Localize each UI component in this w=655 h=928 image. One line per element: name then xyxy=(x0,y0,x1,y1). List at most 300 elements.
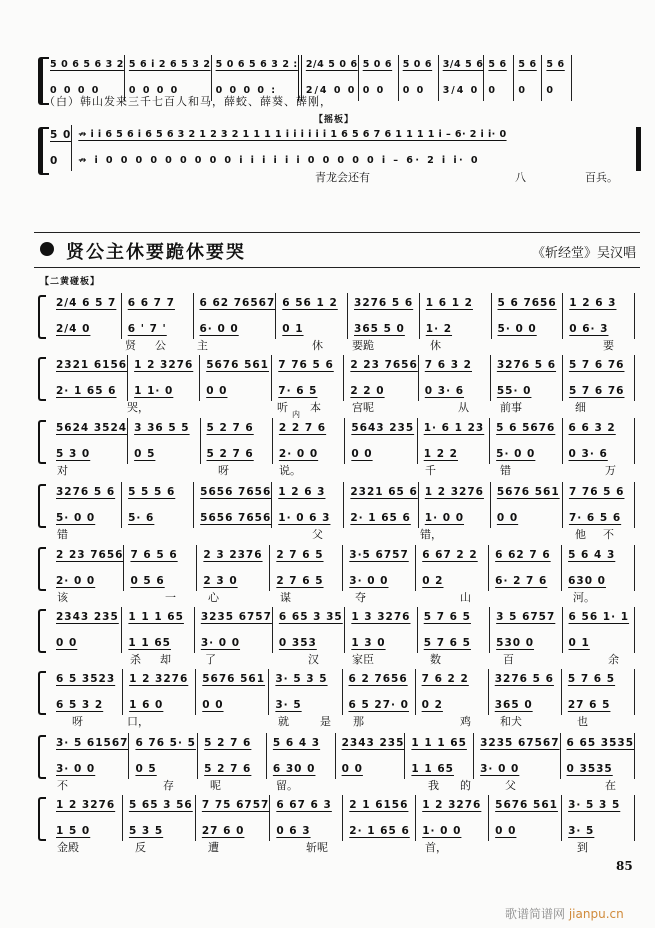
lower-voice: 0 0 xyxy=(351,448,373,460)
measure xyxy=(50,355,128,401)
upper-voice: 3235 67567 xyxy=(480,737,560,749)
upper-voice: 2321 65 6 xyxy=(350,486,418,498)
upper-voice: 3276 5 6 xyxy=(354,297,414,309)
upper-voice: 6 67 6 3 xyxy=(276,799,332,811)
lower-voice: 3· 0 0 xyxy=(56,763,96,775)
lower-voice: 27 6 5 xyxy=(567,699,611,711)
measure xyxy=(343,669,416,715)
upper-voice: 5 7 6 76 xyxy=(568,359,625,371)
measure xyxy=(267,733,336,779)
lyric: 却 xyxy=(160,653,171,666)
lower-voice: 0 3535 xyxy=(566,763,613,775)
upper-voice: 5 0 xyxy=(50,129,72,141)
lyric: 数 xyxy=(430,653,441,666)
upper-voice: 5 0 6 xyxy=(362,59,393,70)
upper-voice: 7 6 5 6 xyxy=(130,549,178,561)
lower-voice: 1 1· 0 xyxy=(134,385,174,397)
score-system xyxy=(0,795,655,855)
lyric: 首， xyxy=(425,841,447,854)
lyric: 山 xyxy=(460,591,471,604)
lyric: 父 xyxy=(505,779,516,792)
upper-voice: ↛ i i 6 5 6 i 6 5 6 3 2 1 2 3 2 1 1 1 1 i i i i i i 1 6 5 6 7 6 1 1 1 1 i – 6· 2 i i· 0 xyxy=(78,129,507,140)
measure xyxy=(491,482,563,528)
lyric: 万 xyxy=(605,464,616,477)
system-brace xyxy=(38,547,46,591)
lower-voice: 0 xyxy=(518,85,528,96)
lower-voice: 530 0 xyxy=(496,637,535,649)
upper-voice: 5 0 6 xyxy=(402,59,433,70)
lower-voice: 1· 0 0 xyxy=(424,512,465,524)
lyric: 错， xyxy=(420,528,442,541)
lower-voice: 630 0 xyxy=(568,575,606,587)
upper-voice: 7 75 6757 xyxy=(201,799,270,811)
lyric: 听 xyxy=(277,401,288,414)
upper-voice: 6 6 7 7 xyxy=(127,297,175,309)
measure xyxy=(273,418,345,464)
measure xyxy=(201,418,273,464)
upper-voice: 6 56 1· 1 xyxy=(568,611,630,623)
lower-voice: 5· 0 0 xyxy=(497,323,537,335)
lyric: 错 xyxy=(500,464,511,477)
lyric: 是 xyxy=(320,715,331,728)
lower-voice: 1 6 0 xyxy=(129,699,164,711)
upper-voice: 1 2 6 3 xyxy=(278,486,326,498)
song-header xyxy=(34,232,640,268)
upper-voice: 5656 7656 xyxy=(200,486,272,498)
upper-voice: 3235 6757 xyxy=(200,611,272,623)
measure-row xyxy=(50,669,635,715)
lower-voice: 2 2 0 xyxy=(350,385,385,397)
upper-voice: 3·5 6757 xyxy=(349,549,409,561)
upper-voice: 7 6 2 2 xyxy=(421,673,469,685)
measure-row xyxy=(46,125,633,171)
measure xyxy=(72,125,633,171)
lower-voice: 0 0 0 0 : xyxy=(215,85,278,96)
upper-voice: 2 23 7656 xyxy=(350,359,418,371)
tempo-label-yaoban: 【摇板】 xyxy=(314,115,355,125)
score-system xyxy=(0,607,655,667)
measure xyxy=(276,293,348,339)
lower-voice: 2· 0 0 xyxy=(56,575,96,587)
lyric: 遭 xyxy=(208,841,219,854)
lower-voice: 5 3 5 xyxy=(128,825,164,837)
measure xyxy=(514,55,542,101)
measure xyxy=(128,418,200,464)
upper-voice: 7 6 3 2 xyxy=(424,359,472,371)
lyric: 百 xyxy=(503,653,514,666)
lyric: 百兵。 xyxy=(585,171,618,184)
lower-voice: 3· 0 0 xyxy=(200,637,241,649)
upper-voice: 5676 561 xyxy=(496,486,560,498)
lower-voice: 6 5 27· 0 xyxy=(348,699,409,711)
lower-voice: 5· 0 0 xyxy=(496,448,536,460)
upper-voice: 3276 5 6 xyxy=(494,673,554,685)
measure xyxy=(492,293,564,339)
upper-voice: 2 23 7656 xyxy=(56,549,124,561)
upper-voice: 1 2 3276 xyxy=(424,486,484,498)
system-brace xyxy=(38,420,46,464)
upper-voice: 2321 6156 xyxy=(56,359,128,371)
lyric: 不 xyxy=(57,779,68,792)
upper-voice: 5 6 xyxy=(518,59,537,70)
tempo-label-erhuang: 【二黄碰板】 xyxy=(40,277,101,287)
lyric: 了 xyxy=(205,653,216,666)
upper-voice: 5 7 6 5 xyxy=(423,611,471,623)
upper-voice: 2343 235 xyxy=(341,737,405,749)
annotation: 内 xyxy=(292,410,300,419)
measure xyxy=(489,669,562,715)
upper-voice: 2 1 6156 xyxy=(349,799,409,811)
measure xyxy=(563,418,635,464)
system-brace xyxy=(38,295,46,339)
lower-voice: ↛ i 0 0 0 0 0 0 0 0 0 i i i i i i 0 0 0 0 0 i – 6· 2 i i· 0 xyxy=(78,155,480,166)
upper-voice: 6 65 3 35 xyxy=(278,611,343,623)
upper-voice: 5 7 6 5 xyxy=(567,673,616,685)
measure-row xyxy=(50,795,635,841)
upper-voice: 5676 561 xyxy=(202,673,266,685)
upper-voice: 3· 5 3 5 xyxy=(275,673,328,685)
measure xyxy=(419,482,491,528)
measure xyxy=(561,733,635,779)
measure xyxy=(344,355,418,401)
upper-voice: 3· 5 3 5 xyxy=(568,799,621,811)
lyric: 该 xyxy=(57,591,68,604)
watermark xyxy=(505,905,624,922)
system-brace xyxy=(38,484,46,528)
watermark-url: jianpu.cn xyxy=(568,907,624,921)
measure xyxy=(489,545,562,591)
measure xyxy=(345,607,417,653)
measure xyxy=(416,795,489,841)
upper-voice: 3 5 6757 xyxy=(496,611,556,623)
lower-voice: 2 3 0 xyxy=(203,575,238,587)
lower-voice: 2 7 6 5 xyxy=(276,575,324,587)
lyric: 呢 xyxy=(210,779,221,792)
measure xyxy=(129,733,198,779)
lower-voice: 0 3· 6 xyxy=(424,385,465,397)
measure xyxy=(50,418,128,464)
song-title: 贤公主休要跪休要哭 xyxy=(66,242,246,263)
upper-voice: 5 6 4 3 xyxy=(272,737,321,749)
lower-voice: 5 2 7 6 xyxy=(204,763,252,775)
lower-voice: 5 3 0 xyxy=(56,448,91,460)
lower-voice: 0 0 0 0 xyxy=(128,85,180,96)
upper-voice: 1 2 3276 xyxy=(129,673,189,685)
measure xyxy=(490,418,562,464)
lower-voice: 2· 1 65 6 xyxy=(350,512,411,524)
lower-voice: 2/4 0 0 xyxy=(305,85,357,96)
lower-voice: 0 0 xyxy=(495,825,517,837)
measure xyxy=(439,55,485,101)
lower-voice: 1 1 65 xyxy=(128,637,171,649)
measure xyxy=(272,482,344,528)
measure xyxy=(562,795,635,841)
lower-voice: 0 6 3 xyxy=(276,825,311,837)
lower-voice: 6 30 0 xyxy=(272,763,316,775)
measure xyxy=(344,482,418,528)
spoken-dialogue: （白）韩山发来三千七百人和马，薛蛟、薛葵、薛刚， xyxy=(44,95,332,108)
upper-voice: 5 6 5676 xyxy=(496,422,556,434)
measure xyxy=(46,125,72,171)
measure xyxy=(124,545,197,591)
lyric: 和犬 xyxy=(500,715,522,728)
lyric: 要 xyxy=(603,339,614,352)
lower-voice: 5· 6 xyxy=(128,512,155,524)
upper-voice: 3276 5 6 xyxy=(56,486,116,498)
upper-voice: 6 5 3523 xyxy=(56,673,116,685)
lower-voice: 3· 5 xyxy=(568,825,595,837)
measure xyxy=(416,669,489,715)
lyric: 口， xyxy=(127,715,149,728)
upper-voice: 3· 5 61567 xyxy=(56,737,129,749)
lower-voice: 0 xyxy=(488,85,498,96)
lyric: 河。 xyxy=(573,591,595,604)
measure xyxy=(194,293,277,339)
measure xyxy=(562,545,635,591)
final-barline xyxy=(636,127,641,171)
lower-voice: 5 7 6 76 xyxy=(568,385,625,397)
measure xyxy=(399,55,439,101)
upper-voice: 7 76 5 6 xyxy=(568,486,625,498)
lower-voice: 365 0 xyxy=(494,699,533,711)
lower-voice: 365 5 0 xyxy=(354,323,405,335)
bullet-icon xyxy=(40,242,54,256)
measure xyxy=(122,607,194,653)
measure xyxy=(359,55,399,101)
lower-voice: 7· 6 5 6 xyxy=(568,512,622,524)
lower-voice: 1· 0 0 xyxy=(422,825,462,837)
lyric: 错 xyxy=(57,528,68,541)
upper-voice: 1 1 1 65 xyxy=(411,737,467,749)
lower-voice: 2· 1 65 6 xyxy=(56,385,117,397)
lyric: 到 xyxy=(577,841,588,854)
upper-voice: 1 3 3276 xyxy=(351,611,411,623)
upper-voice: 6 56 1 2 xyxy=(282,297,338,309)
measure xyxy=(196,669,269,715)
upper-voice: 5 2 7 6 xyxy=(206,422,254,434)
measure xyxy=(198,733,267,779)
measure xyxy=(343,545,416,591)
measure xyxy=(50,795,123,841)
lower-voice: 6· 0 0 xyxy=(199,323,239,335)
lyric: 休 xyxy=(312,339,323,352)
lower-voice: 2/4 0 xyxy=(56,323,91,335)
lyric: 从 xyxy=(458,401,469,414)
upper-voice: 5643 235 xyxy=(351,422,415,434)
measure-row xyxy=(50,607,635,653)
measure xyxy=(50,545,124,591)
lower-voice: 3· 0 0 xyxy=(480,763,520,775)
measure xyxy=(420,293,492,339)
upper-voice: 2/4 6 5 7 xyxy=(56,297,117,309)
measure xyxy=(419,355,491,401)
measure xyxy=(474,733,560,779)
measure-row xyxy=(50,355,635,401)
measure xyxy=(416,545,489,591)
upper-voice: 1 2 6 3 xyxy=(569,297,617,309)
upper-voice: 3/4 5 6 xyxy=(442,59,484,70)
measure xyxy=(405,733,474,779)
measure xyxy=(123,669,196,715)
upper-voice: 6 67 2 2 xyxy=(422,549,478,561)
lyric: 不 xyxy=(603,528,614,541)
lyric: 夺 xyxy=(355,591,366,604)
lyric: 也 xyxy=(577,715,588,728)
lower-voice: 6 ' 7 ' xyxy=(127,323,167,335)
upper-voice: 5 0 6 5 6 3 2 : xyxy=(215,59,298,70)
system-brace xyxy=(38,671,46,715)
measure-row xyxy=(50,545,635,591)
lyric: 八 xyxy=(515,171,526,184)
lyric: 鸡 xyxy=(460,715,471,728)
system-brace xyxy=(38,797,46,841)
measure xyxy=(563,482,635,528)
upper-voice: 6 62 7 6 xyxy=(495,549,551,561)
lower-voice: 3· 0 0 xyxy=(349,575,389,587)
lower-voice: 3· 5 xyxy=(275,699,302,711)
lyric: 余 xyxy=(608,653,619,666)
lyric: 斩呢 xyxy=(306,841,328,854)
measure xyxy=(50,482,122,528)
measure xyxy=(270,795,343,841)
lyric: 的 xyxy=(460,779,471,792)
lower-voice: 0 5 xyxy=(134,448,156,460)
lower-voice: 6· 2 7 6 xyxy=(495,575,548,587)
measure xyxy=(418,418,490,464)
upper-voice: 5624 3524 xyxy=(56,422,128,434)
measure xyxy=(490,607,562,653)
lyric: 要跪 xyxy=(352,339,374,352)
lyric: 呀 xyxy=(218,464,229,477)
upper-voice: 5 5 5 6 xyxy=(128,486,176,498)
upper-voice: 2 3 2376 xyxy=(203,549,263,561)
lower-voice: 1 2 2 xyxy=(423,448,458,460)
lyric: 杀 xyxy=(130,653,141,666)
measure xyxy=(50,293,122,339)
measure xyxy=(195,607,273,653)
measure xyxy=(272,355,344,401)
upper-voice: 5 6 xyxy=(488,59,507,70)
lyric: 宫呢 xyxy=(352,401,374,414)
lower-voice: 0 xyxy=(546,85,556,96)
lower-voice: 0 3· 6 xyxy=(568,448,608,460)
upper-voice: 5 6 i 2 6 5 3 2 xyxy=(128,59,211,70)
page-number: 85 xyxy=(616,859,633,873)
measure xyxy=(542,55,572,101)
upper-voice: 1 2 3276 xyxy=(56,799,116,811)
lower-voice: 5 7 6 5 xyxy=(423,637,471,649)
lyric: 千 xyxy=(425,464,436,477)
measure xyxy=(418,607,490,653)
measure xyxy=(484,55,514,101)
upper-voice: 3276 5 6 xyxy=(496,359,557,371)
upper-voice: 6 76 5· 5 xyxy=(135,737,196,749)
lower-voice: 0 2 xyxy=(422,575,444,587)
lower-voice: 1 3 0 xyxy=(351,637,386,649)
lower-voice: 3/4 0 xyxy=(442,85,480,96)
lyric: 对 xyxy=(57,464,68,477)
measure xyxy=(122,482,194,528)
lower-voice: 0 6· 3 xyxy=(569,323,609,335)
measure xyxy=(128,355,200,401)
system-brace xyxy=(38,735,46,779)
song-credit: 《斩经堂》吴汉唱 xyxy=(531,246,636,261)
measure xyxy=(491,355,563,401)
measure xyxy=(50,733,129,779)
lower-voice: 0 xyxy=(50,155,59,167)
lower-voice: 0 2 xyxy=(421,699,443,711)
measure xyxy=(50,607,122,653)
upper-voice: 2 7 6 5 xyxy=(276,549,324,561)
lyric: 一 xyxy=(165,591,176,604)
measure xyxy=(194,482,272,528)
measure-row xyxy=(50,293,635,339)
upper-voice: 5676 561 xyxy=(495,799,558,811)
upper-voice: 6 2 7656 xyxy=(348,673,408,685)
lower-voice: 0 5 xyxy=(135,763,157,775)
lower-voice: 1· 0 6 3 xyxy=(278,512,331,524)
measure xyxy=(562,669,635,715)
lyric: 在 xyxy=(605,779,616,792)
upper-voice: 5 6 4 3 xyxy=(568,549,616,561)
lower-voice: 2· 0 0 xyxy=(278,448,319,460)
lyric: 本 xyxy=(310,401,321,414)
lower-voice: 0 5 6 xyxy=(130,575,165,587)
lyric: 就 xyxy=(278,715,289,728)
lower-voice: 1 5 0 xyxy=(56,825,91,837)
lower-voice: 1· 2 xyxy=(425,323,453,335)
lower-voice: 5 2 7 6 xyxy=(206,448,254,460)
lyric: 贤 xyxy=(125,339,136,352)
lyric: 他 xyxy=(575,528,586,541)
lyric: 反 xyxy=(135,841,146,854)
upper-voice: 1 1 1 65 xyxy=(128,611,184,623)
lower-voice: 0 0 xyxy=(496,512,519,524)
lower-voice: 27 6 0 xyxy=(201,825,245,837)
lyric: 我 xyxy=(428,779,439,792)
measure xyxy=(200,355,272,401)
lyric: 休 xyxy=(430,339,441,352)
lower-voice: 0 1 xyxy=(282,323,304,335)
measure xyxy=(345,418,417,464)
lower-voice: 6 5 3 2 xyxy=(56,699,104,711)
measure-row xyxy=(50,733,635,779)
lyric: 谋 xyxy=(280,591,291,604)
measure xyxy=(336,733,406,779)
lyric: 心 xyxy=(208,591,219,604)
measure-row xyxy=(50,418,635,464)
measure xyxy=(273,607,345,653)
upper-voice: 5 0 6 5 6 3 2 xyxy=(50,59,124,70)
lyric: 青龙会还有 xyxy=(315,171,370,184)
measure xyxy=(197,545,270,591)
upper-voice: 1 6 1 2 xyxy=(425,297,473,309)
score-system xyxy=(0,669,655,729)
measure xyxy=(563,293,635,339)
score-system xyxy=(0,482,655,542)
upper-voice: 5 65 3 56 xyxy=(128,799,193,811)
measure xyxy=(348,293,420,339)
lower-voice: 5· 0 0 xyxy=(56,512,96,524)
top-system-1 xyxy=(0,55,655,115)
upper-voice: 1 2 3276 xyxy=(134,359,194,371)
lower-voice: 0 0 xyxy=(206,385,228,397)
lower-voice: 55· 0 xyxy=(496,385,532,397)
upper-voice: 2343 235 xyxy=(56,611,119,623)
top-system-2 xyxy=(0,125,655,185)
upper-voice: 5 2 7 6 xyxy=(204,737,252,749)
lyric: 那 xyxy=(353,715,364,728)
